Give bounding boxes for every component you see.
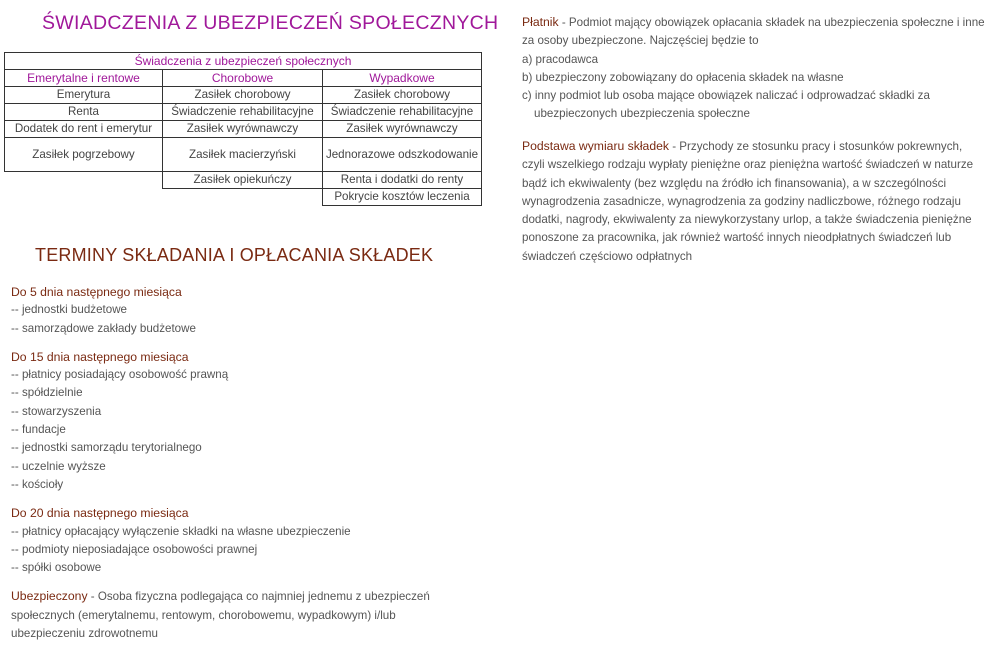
deadline-heading: Do 20 dnia następnego miesiąca (11, 506, 189, 521)
list-item: -- płatnicy posiadający osobowość prawną (11, 366, 491, 384)
column-header: Chorobowe (163, 70, 323, 87)
table-row (5, 104, 482, 121)
table-cell: Dodatek do rent i emerytur (5, 121, 163, 138)
deadlines-section (11, 283, 491, 643)
payer-section (522, 13, 994, 124)
table-cell: Zasiłek macierzyński (163, 138, 323, 172)
list-item: -- jednostki budżetowe (11, 301, 491, 319)
deadline-heading: Do 5 dnia następnego miesiąca (11, 285, 182, 299)
column-header: Wypadkowe (323, 70, 482, 87)
table-cell: Zasiłek wyrównawczy (163, 121, 323, 138)
deadlines-title: TERMINY SKŁADANIA I OPŁACANIA SKŁADEK (35, 245, 434, 265)
list-item: c) inny podmiot lub osoba mające obowiązek naliczać i odprowadzać składki za ubezpieczonych ubezpieczenia społeczne (522, 89, 930, 121)
list-item: -- uczelnie wyższe (11, 458, 491, 476)
table-cell: Zasiłek opiekuńczy (163, 172, 323, 189)
table-cell: Zasiłek pogrzebowy (5, 138, 163, 172)
insured-definition: Ubezpieczony - Osoba fizyczna podlegająca co najmniej jednemu z ubezpieczeń społecznych (emerytalnemu, rentowym, chorobowemu, wypadkowym) i/lub ubezpieczeniu zdrowotnemu (11, 589, 430, 641)
table-cell: Zasiłek chorobowy (323, 87, 482, 104)
table-cell: Pokrycie kosztów leczenia (323, 189, 482, 206)
benefits-table (4, 52, 482, 206)
list-item: -- spółdzielnie (11, 384, 491, 402)
table-cell: Świadczenie rehabilitacyjne (163, 104, 323, 121)
term-insured: Ubezpieczony (11, 589, 88, 604)
table-cell: Renta (5, 104, 163, 121)
list-item: -- stowarzyszenia (11, 403, 491, 421)
list-item: -- kościoły (11, 476, 491, 494)
table-row (5, 172, 482, 189)
deadline-heading: Do 15 dnia następnego miesiąca (11, 349, 189, 364)
list-item: -- podmioty nieposiadające osobowości prawnej (11, 541, 491, 559)
column-header: Emerytalne i rentowe (5, 70, 163, 87)
table-cell-empty (163, 189, 323, 206)
term-payer: Płatnik (522, 15, 559, 29)
table-cell-empty (5, 172, 163, 189)
table-cell: Jednorazowe odszkodowanie (323, 138, 482, 172)
payer-definition: Płatnik - Podmiot mający obowiązek opłacania składek na ubezpieczenia społeczne i inne za osoby ubezpieczone. Najczęściej będzie to (522, 15, 985, 48)
list-item: -- płatnicy opłacający wyłączenie składki na własne ubezpieczenie (11, 523, 491, 541)
basis-definition: Podstawa wymiaru składek - Przychody ze stosunku pracy i stosunków pokrewnych, czyli wszelkiego rodzaju wypłaty pieniężne oraz pieniężna wartość świadczeń w naturze bądź ich ekwiwalenty (bez względu na źródło ich finansowania), a w szczególności wynagrodzenia zasadnicze, wynagrodzenia za godziny nadliczbowe, różnego rodzaju dodatki, nagrody, ekwiwalenty za niewykorzystany urlop, a także świadczenia pieniężne ponoszone za pracownika, jak również wartość innych nieodpłatnych świadczeń lub świadczeń częściowo odpłatnych (522, 139, 974, 263)
table-caption: Świadczenia z ubezpieczeń społecznych (5, 53, 482, 70)
list-item: -- fundacje (11, 421, 491, 439)
table-row (5, 121, 482, 138)
table-cell: Świadczenie rehabilitacyjne (323, 104, 482, 121)
table-cell-empty (5, 189, 163, 206)
table-cell: Zasiłek chorobowy (163, 87, 323, 104)
list-item: -- spółki osobowe (11, 559, 491, 577)
list-item: a) pracodawca (522, 52, 599, 66)
table-row (5, 87, 482, 104)
list-item: -- jednostki samorządu terytorialnego (11, 439, 491, 457)
basis-section (522, 137, 994, 266)
table-cell: Renta i dodatki do renty (323, 172, 482, 189)
table-cell: Zasiłek wyrównawczy (323, 121, 482, 138)
table-row (5, 189, 482, 206)
table-cell: Emerytura (5, 87, 163, 104)
table-row (5, 138, 482, 172)
list-item: b) ubezpieczony zobowiązany do opłacenia składek na własne (522, 70, 844, 84)
benefits-title: ŚWIADCZENIA Z UBEZPIECZEŃ SPOŁECZNYCH (42, 12, 499, 34)
term-basis: Podstawa wymiaru składek (522, 139, 669, 153)
list-item: -- samorządowe zakłady budżetowe (11, 320, 491, 338)
